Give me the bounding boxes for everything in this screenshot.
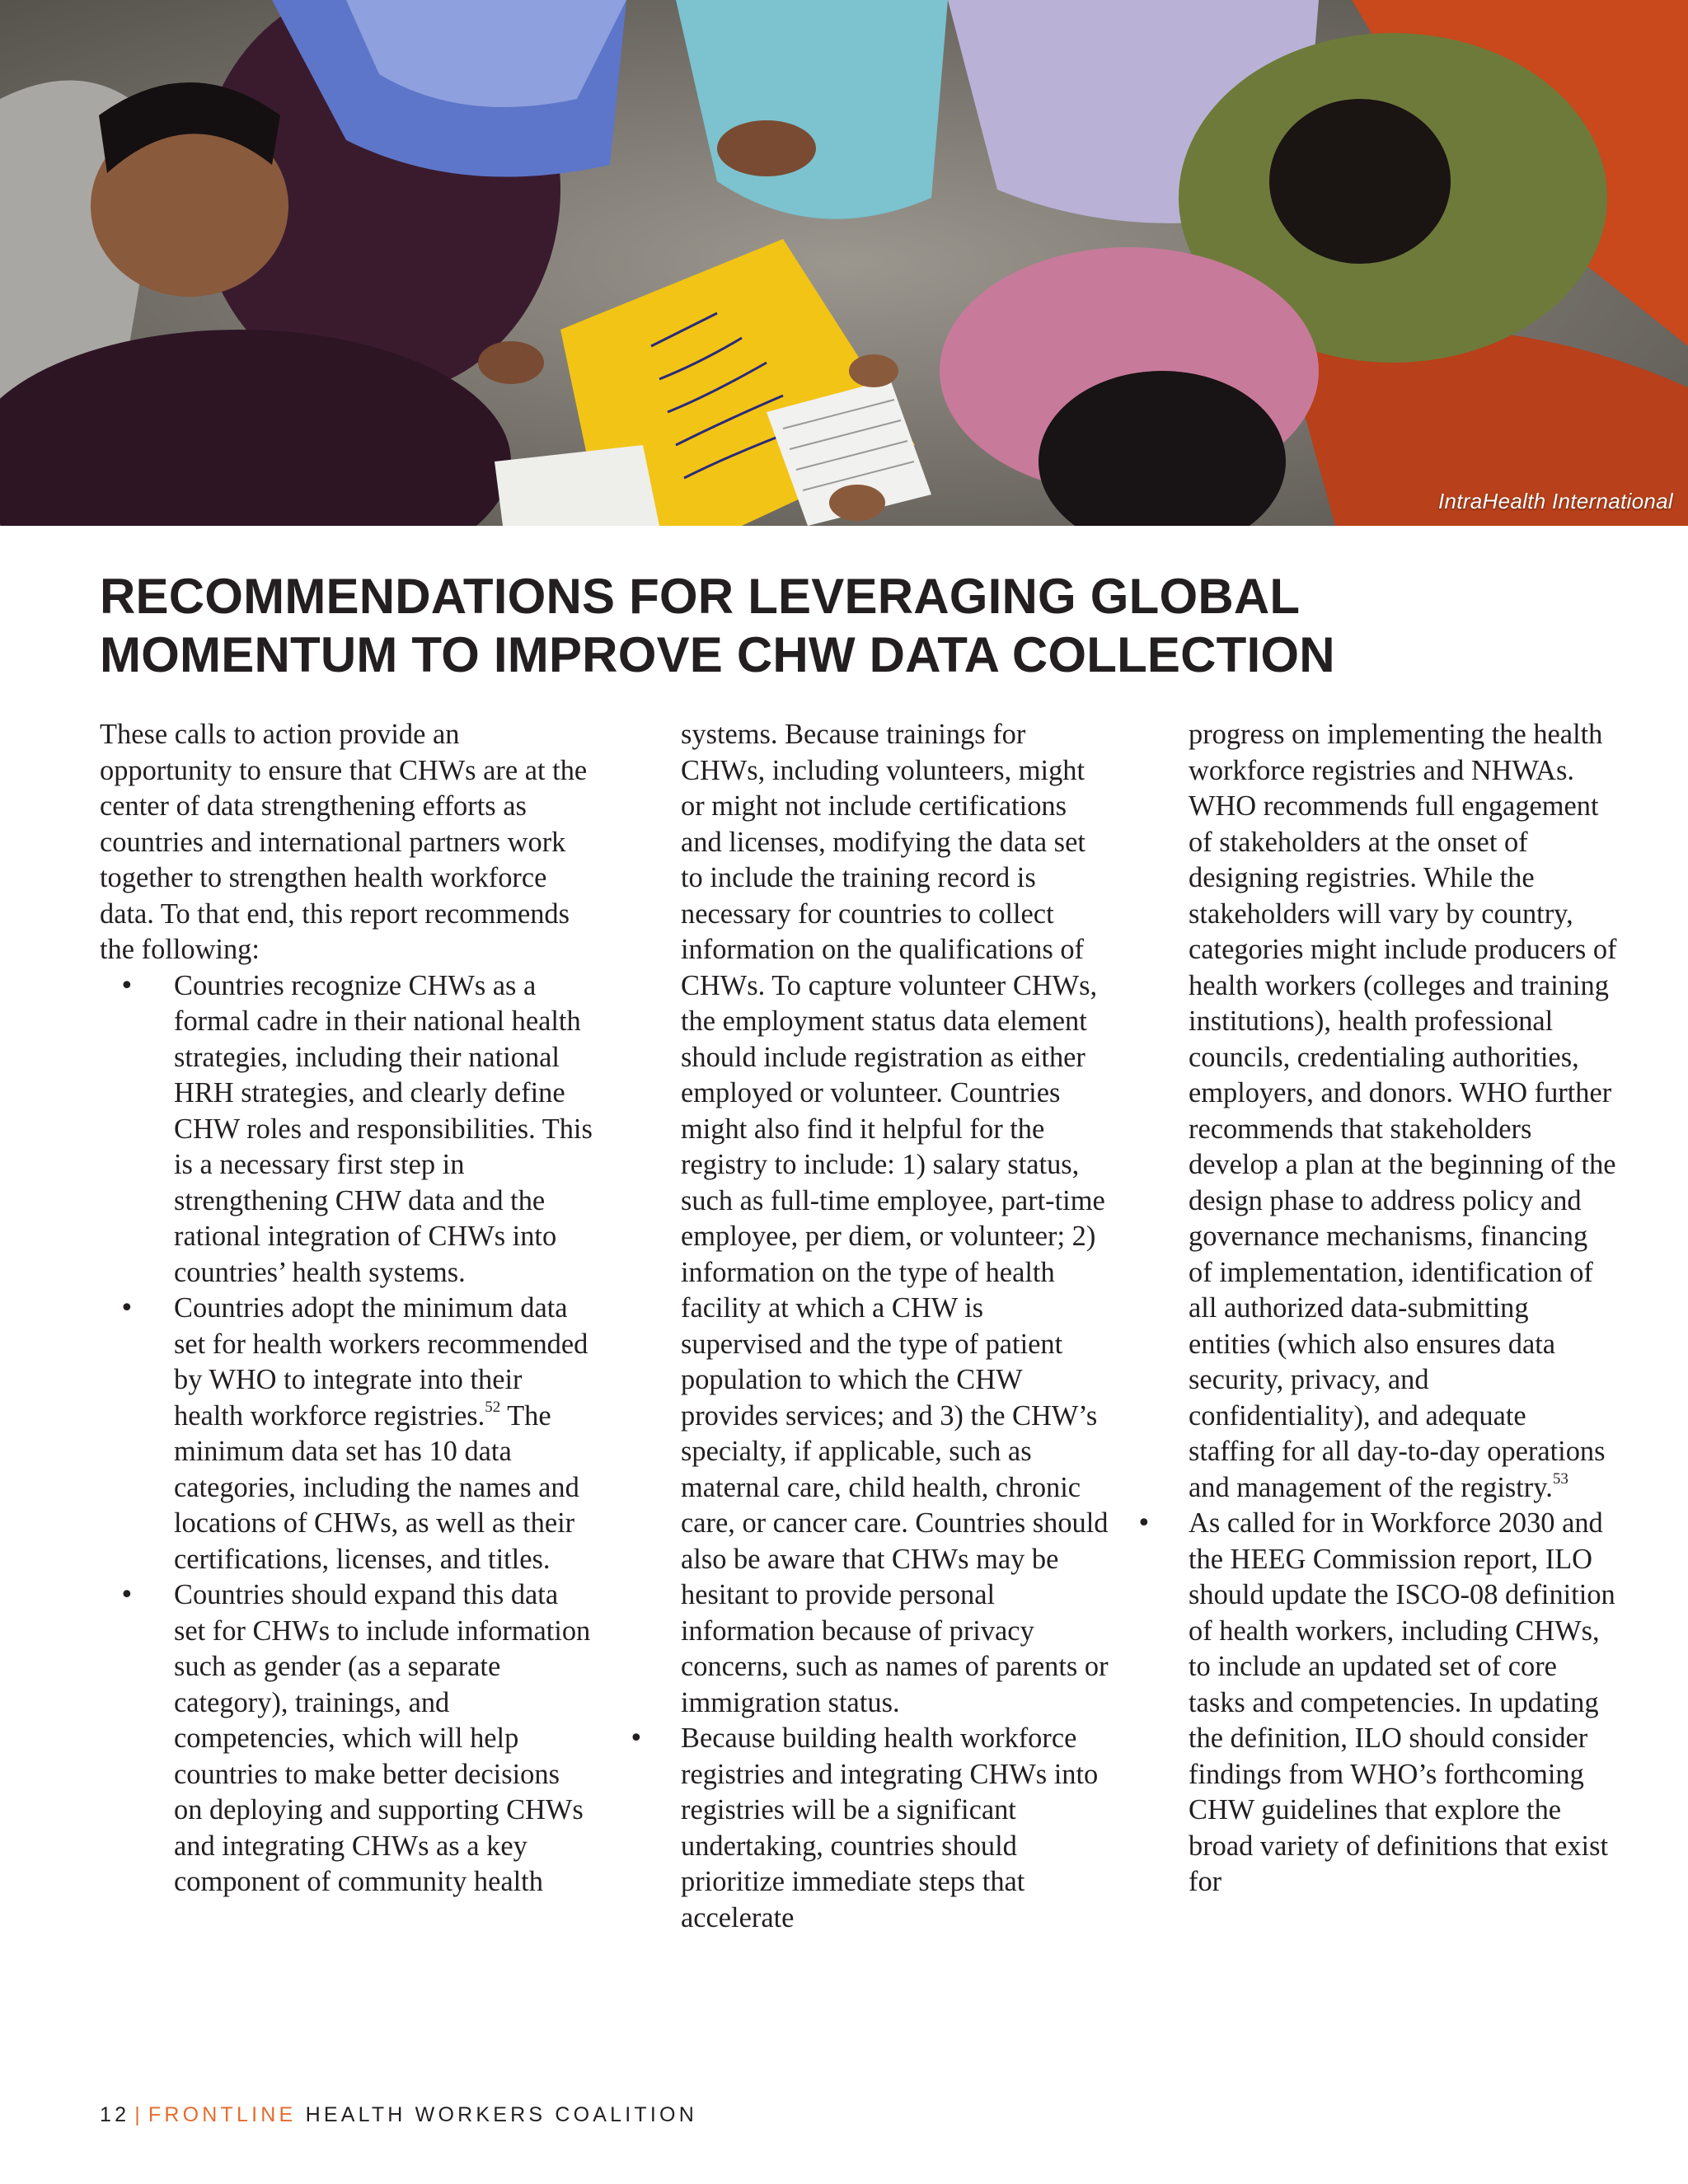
- text-column-1: [100, 717, 594, 1900]
- bullet-icon: •: [120, 971, 134, 1001]
- bullet-icon: •: [629, 1724, 644, 1753]
- continued-paragraph: [1189, 717, 1617, 1506]
- continued-paragraph: systems. Because trainings for CHWs, including volunteers, might or might not include certifications and licenses, modifying the data set to include the training record is necessary for countries to collect information on the qualifications of CHWs. To capture volunteer CHWs, the employment status data element should include registration as either employed or volunteer. Countries might also find it helpful for the registry to include: 1) salary status, such as full-time employee, part-time employee, per diem, or volunteer; 2) information on the type of health facility at which a CHW is supervised and the type of patient population to which the CHW provides services; and 3) the CHW’s specialty, if applicable, such as maternal care, child health, chronic care, or cancer care. Countries should also be aware that CHWs may be hesitant to provide personal information because of privacy concerns, such as names of parents or immigration status.: [681, 719, 1109, 1718]
- list-item-text: Countries adopt the minimum data set for health workers recommended by WHO to integrate into their health workforce registries.: [174, 1292, 588, 1432]
- bullet-icon: •: [1137, 1509, 1151, 1538]
- list-item-text: As called for in Workforce 2030 and the HEEG Commission report, ILO should update the ISCO-08 definition of health workers, including CHWs, to include an updated set of core tasks and competencies. In updating the definition, ILO should consider findings from WHO’s forthcoming CHW guidelines that explore the broad variety of definitions that exist for: [1189, 1507, 1615, 1897]
- recommendations-list-continued: [629, 1721, 1109, 1936]
- hero-photo: [0, 0, 1688, 526]
- list-item-text-continued: The minimum data set has 10 data categories, including the names and locations of CHWs, as well as their certifications, licenses, and titles.: [174, 1399, 579, 1575]
- list-item: [100, 968, 594, 1291]
- list-item: [100, 1577, 594, 1900]
- page-title-line-1: RECOMMENDATIONS FOR LEVERAGING GLOBAL: [100, 569, 1301, 624]
- list-item: [1137, 1506, 1617, 1900]
- footnote-reference: 53: [1552, 1469, 1568, 1488]
- intro-paragraph: These calls to action provide an opportunity to ensure that CHWs are at the center of data strengthening efforts as countries and international partners work together to strengthen health workforce data. To that end, this report recommends the following:: [100, 719, 588, 965]
- page-number: 12: [100, 2103, 130, 2126]
- list-item-text: Because building health workforce registries and integrating CHWs into registries will be a significant undertaking, countries should prioritize immediate steps that accelerate: [681, 1722, 1099, 1933]
- footer-org-name: HEALTH WORKERS COALITION: [305, 2103, 697, 2126]
- list-item: [100, 1291, 594, 1577]
- text-column-2: [629, 717, 1109, 1936]
- continued-text: progress on implementing the health workforce registries and NHWAs. WHO recommends full engagement of stakeholders at the onset of designing registries. While the stakeholders will vary by country, categories might include producers of health workers (colleges and training institutions), health professional councils, credentialing authorities, employers, and donors. WHO further recommends that stakeholders develop a plan at the beginning of the design phase to address policy and governance mechanisms, financing of implementation, identification of all authorized data-submitting entities (which also ensures data security, privacy, and confidentiality), and adequate staffing for all day-to-day operations and management of the registry.: [1189, 719, 1617, 1503]
- photo-credit: IntraHealth International: [1437, 489, 1673, 513]
- hero-photo-illustration: [0, 0, 1688, 526]
- bullet-icon: •: [120, 1581, 134, 1610]
- bullet-icon: •: [120, 1294, 134, 1323]
- list-item: [629, 1721, 1109, 1936]
- page-title: [100, 567, 1583, 684]
- text-column-3: [1137, 717, 1617, 1900]
- list-item-text: Countries recognize CHWs as a formal cadre in their national health strategies, including their national HRH strategies, and clearly define CHW roles and responsibilities. This is a necessary first step in strengthening CHW data and the rational integration of CHWs into countries’ health systems.: [174, 969, 593, 1288]
- recommendations-list-continued: [1137, 1506, 1617, 1900]
- footnote-reference: 52: [485, 1398, 501, 1416]
- page-title-line-2: MOMENTUM TO IMPROVE CHW DATA COLLECTION: [100, 627, 1335, 682]
- page-footer: [100, 2103, 697, 2127]
- footer-org-highlight: FRONTLINE: [148, 2103, 297, 2126]
- footer-separator: |: [134, 2103, 143, 2126]
- list-item-text: Countries should expand this data set for CHWs to include information such as gender (as a separate category), trainings, and competencies, which will help countries to make better decisions on deploying and supporting CHWs and integrating CHWs as a key component of community health: [174, 1579, 591, 1897]
- recommendations-list: [100, 968, 594, 1900]
